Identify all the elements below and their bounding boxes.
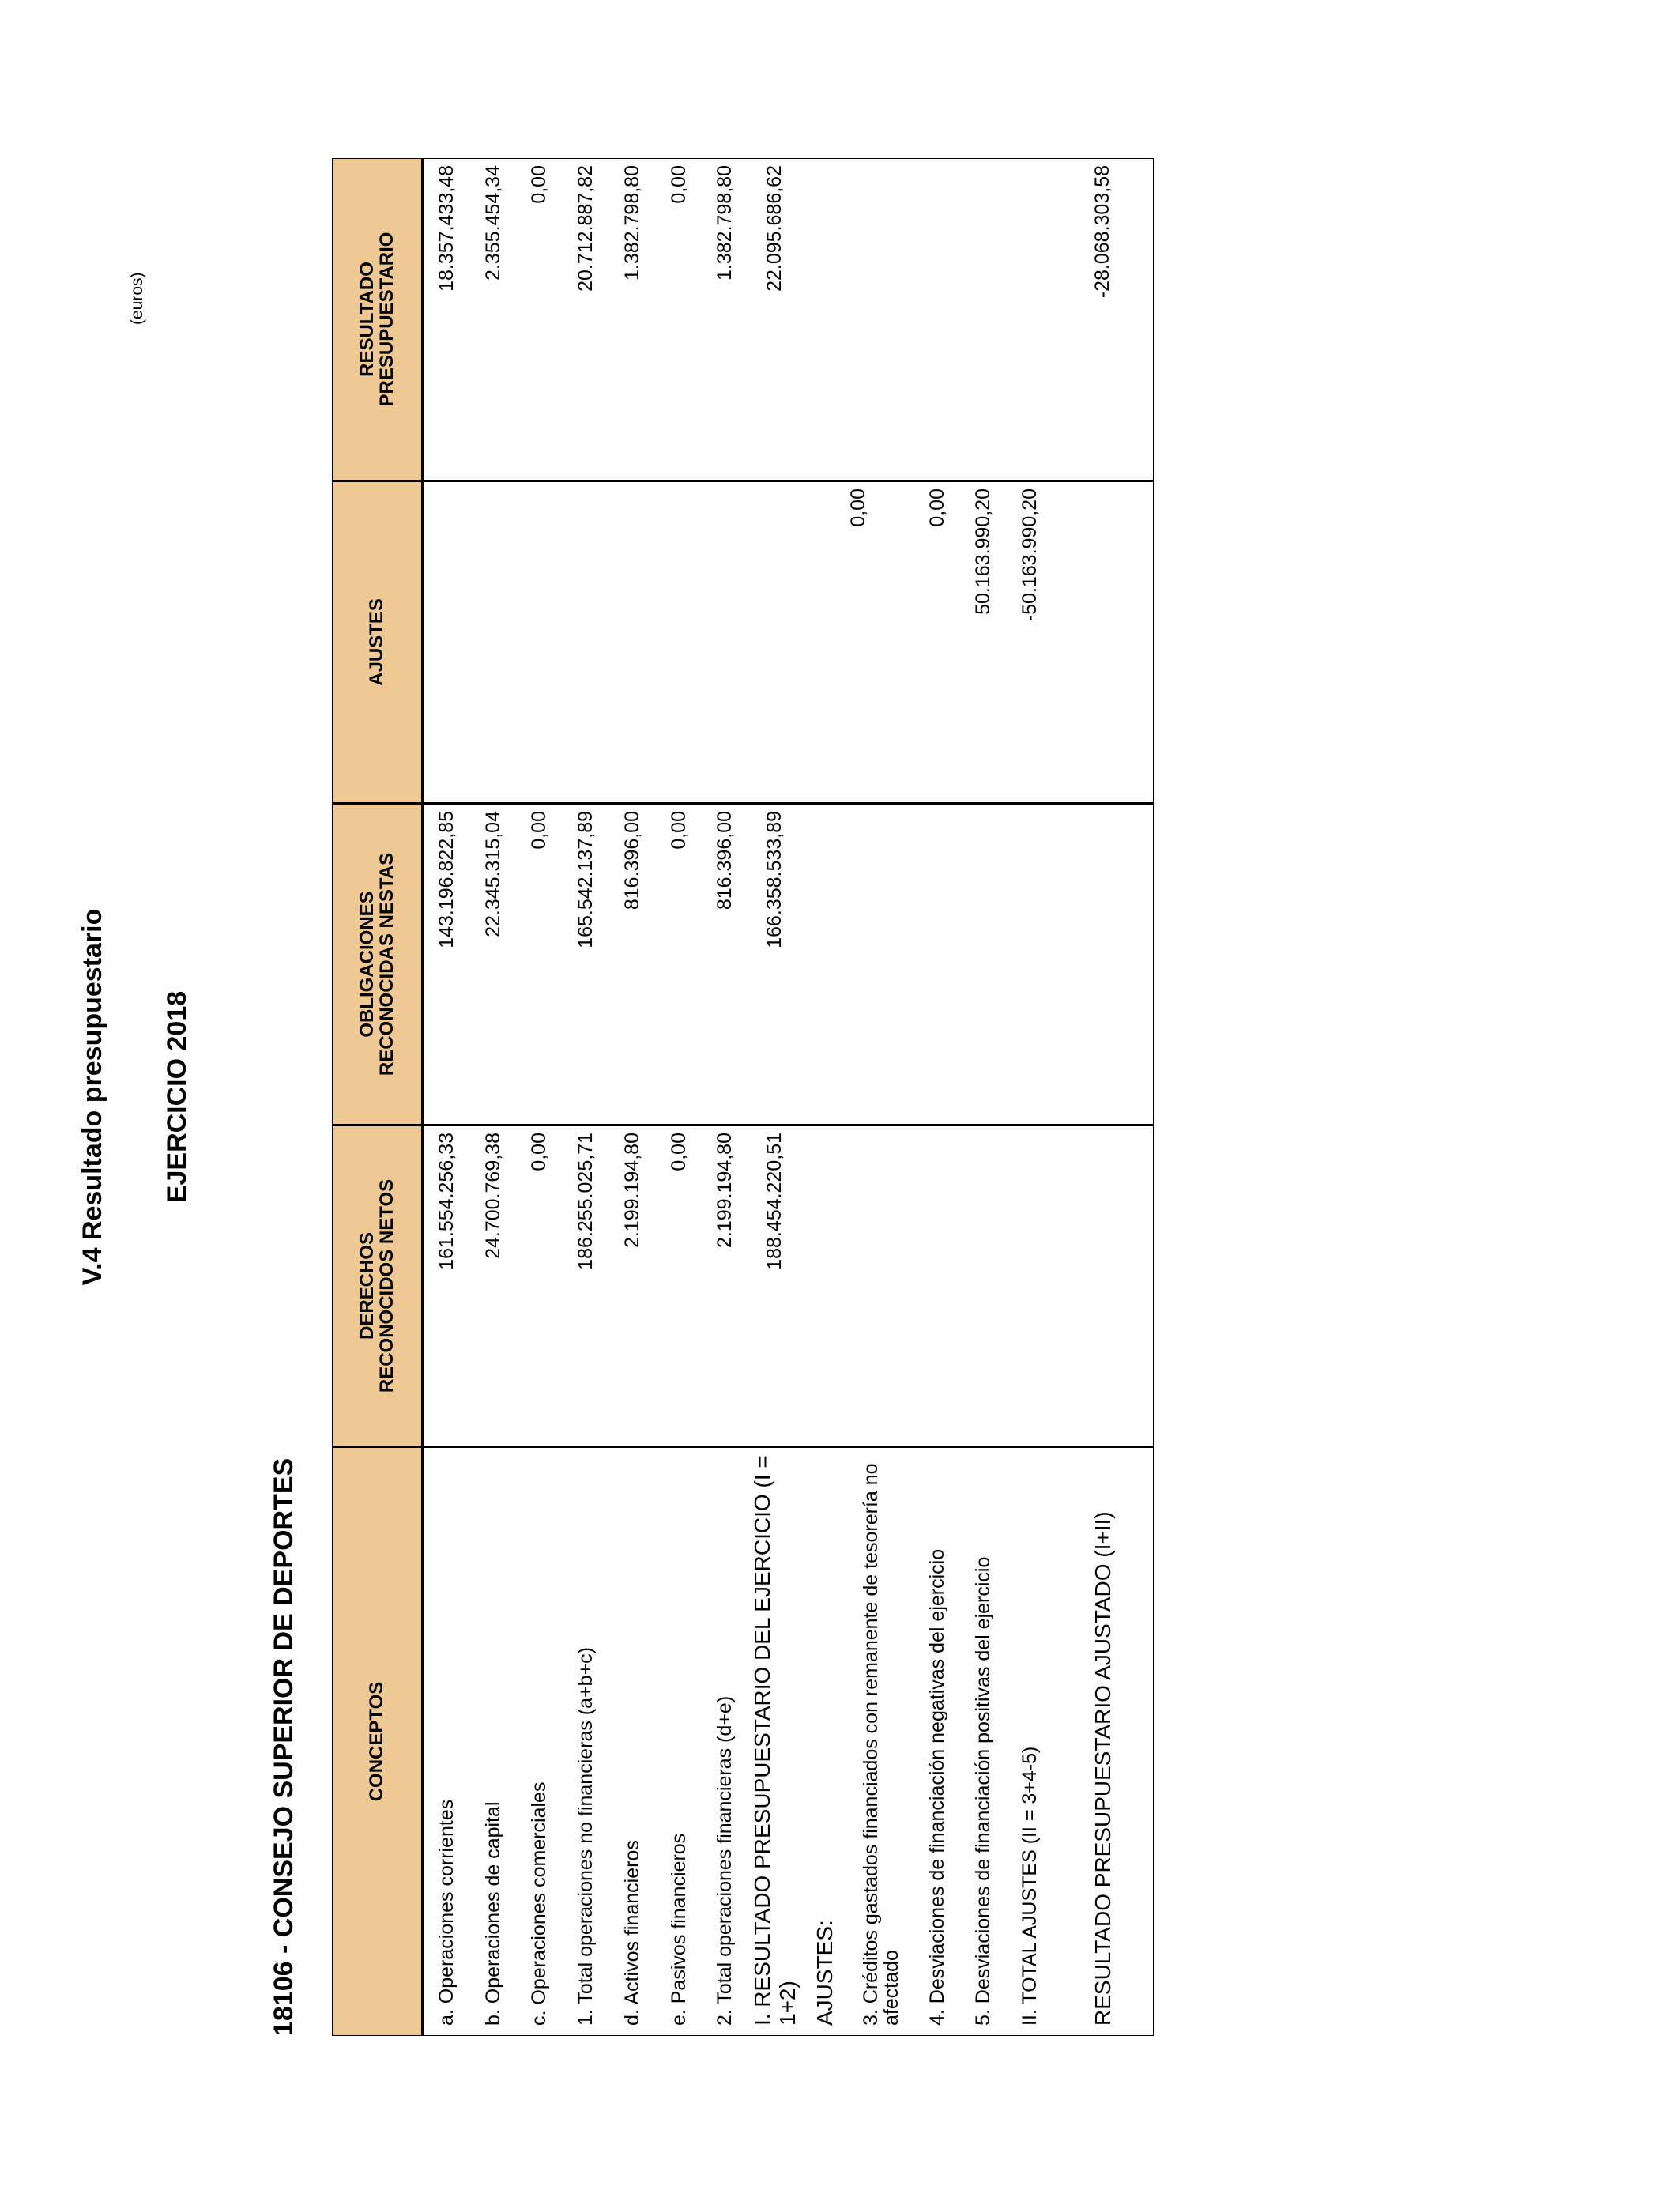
header-obligaciones-text: OBLIGACIONES RECONOCIDAS NESTAS <box>356 852 397 1076</box>
table-row <box>1053 159 1154 2036</box>
row-concept: 3. Créditos gastados financiados con remanente de tesorería no afectado <box>848 1447 914 2036</box>
row-resultado <box>1007 159 1053 481</box>
row-ajustes <box>1053 481 1154 804</box>
row-derechos <box>1053 1125 1154 1447</box>
header-resultado-text: RESULTADO PRESUPUESTARIO <box>356 232 397 407</box>
row-resultado: 22.095.686,62 <box>748 159 801 481</box>
row-concept: 5. Desviaciones de financiación positivas del ejercicio <box>961 1447 1008 2036</box>
row-obligaciones: 143.196.822,85 <box>423 804 470 1125</box>
header-resultado <box>333 159 423 481</box>
row-obligaciones: 816.396,00 <box>702 804 748 1125</box>
units-label: (euros) <box>128 272 146 325</box>
page-subtitle: EJERCICIO 2018 <box>162 990 192 1204</box>
row-ajustes: 0,00 <box>848 481 914 804</box>
budget-result-table <box>332 158 1154 2036</box>
row-ajustes <box>470 481 517 804</box>
row-concept: 1. Total operaciones no financieras (a+b+c) <box>563 1447 609 2036</box>
row-obligaciones: 816.396,00 <box>609 804 656 1125</box>
row-resultado: 1.382.798,80 <box>702 159 748 481</box>
row-derechos: 2.199.194,80 <box>702 1125 748 1447</box>
row-derechos: 0,00 <box>517 1125 563 1447</box>
row-ajustes <box>702 481 748 804</box>
header-derechos-text: DERECHOS RECONOCIDOS NETOS <box>356 1178 397 1393</box>
row-obligaciones <box>914 804 961 1125</box>
row-derechos <box>1007 1125 1053 1447</box>
row-concept: 4. Desviaciones de financiación negativas del ejercicio <box>914 1447 961 2036</box>
row-derechos <box>801 1125 848 1447</box>
page-title: V.4 Resultado presupuestario <box>77 908 107 1286</box>
row-ajustes <box>748 481 801 804</box>
row-obligaciones: 0,00 <box>517 804 563 1125</box>
entity-heading: 18106 - CONSEJO SUPERIOR DE DEPORTES <box>269 1457 299 2036</box>
table-row <box>1007 159 1053 2036</box>
row-obligaciones <box>1007 804 1053 1125</box>
table-row <box>848 159 914 2036</box>
row-ajustes <box>801 481 848 804</box>
row-resultado: -28.068.303,58 <box>1053 159 1154 481</box>
row-derechos <box>961 1125 1008 1447</box>
table-row <box>801 159 848 2036</box>
table-row <box>656 159 703 2036</box>
table-row <box>517 159 563 2036</box>
table-row <box>609 159 656 2036</box>
header-conceptos: CONCEPTOS <box>333 1447 423 2036</box>
row-obligaciones: 0,00 <box>656 804 703 1125</box>
row-derechos <box>914 1125 961 1447</box>
table-row <box>470 159 517 2036</box>
row-resultado <box>961 159 1008 481</box>
row-obligaciones: 166.358.533,89 <box>748 804 801 1125</box>
row-derechos: 2.199.194,80 <box>609 1125 656 1447</box>
row-concept: RESULTADO PRESUPUESTARIO AJUSTADO (I+II) <box>1053 1447 1154 2036</box>
row-derechos: 0,00 <box>656 1125 703 1447</box>
row-resultado: 2.355.454,34 <box>470 159 517 481</box>
row-resultado <box>914 159 961 481</box>
row-obligaciones <box>961 804 1008 1125</box>
row-derechos: 188.454.220,51 <box>748 1125 801 1447</box>
row-derechos <box>848 1125 914 1447</box>
row-ajustes <box>609 481 656 804</box>
table-row <box>748 159 801 2036</box>
table-row <box>423 159 470 2036</box>
row-derechos: 161.554.256,33 <box>423 1125 470 1447</box>
row-obligaciones: 165.542.137,89 <box>563 804 609 1125</box>
table-row <box>702 159 748 2036</box>
row-obligaciones <box>848 804 914 1125</box>
row-ajustes: 50.163.990,20 <box>961 481 1008 804</box>
row-concept: a. Operaciones corrientes <box>423 1447 470 2036</box>
row-ajustes <box>656 481 703 804</box>
row-concept: c. Operaciones comerciales <box>517 1447 563 2036</box>
row-obligaciones <box>801 804 848 1125</box>
row-resultado: 20.712.887,82 <box>563 159 609 481</box>
row-concept: AJUSTES: <box>801 1447 848 2036</box>
row-resultado <box>848 159 914 481</box>
row-resultado: 0,00 <box>517 159 563 481</box>
row-resultado: 0,00 <box>656 159 703 481</box>
row-derechos: 24.700.769,38 <box>470 1125 517 1447</box>
row-ajustes: -50.163.990,20 <box>1007 481 1053 804</box>
row-resultado <box>801 159 848 481</box>
row-ajustes <box>423 481 470 804</box>
row-concept: II. TOTAL AJUSTES (II = 3+4-5) <box>1007 1447 1053 2036</box>
row-concept: d. Activos financieros <box>609 1447 656 2036</box>
row-ajustes: 0,00 <box>914 481 961 804</box>
row-concept: I. RESULTADO PRESUPUESTARIO DEL EJERCICIO (I = 1+2) <box>748 1447 801 2036</box>
row-concept: b. Operaciones de capital <box>470 1447 517 2036</box>
row-concept: e. Pasivos financieros <box>656 1447 703 2036</box>
row-ajustes <box>517 481 563 804</box>
row-resultado: 1.382.798,80 <box>609 159 656 481</box>
table-row <box>563 159 609 2036</box>
row-ajustes <box>563 481 609 804</box>
row-concept: 2. Total operaciones financieras (d+e) <box>702 1447 748 2036</box>
header-obligaciones <box>333 804 423 1125</box>
table-row <box>914 159 961 2036</box>
row-resultado: 18.357.433,48 <box>423 159 470 481</box>
row-derechos: 186.255.025,71 <box>563 1125 609 1447</box>
header-derechos <box>333 1125 423 1447</box>
row-obligaciones: 22.345.315,04 <box>470 804 517 1125</box>
row-obligaciones <box>1053 804 1154 1125</box>
table-header-row <box>333 159 423 2036</box>
table-row <box>961 159 1008 2036</box>
header-ajustes: AJUSTES <box>333 481 423 804</box>
